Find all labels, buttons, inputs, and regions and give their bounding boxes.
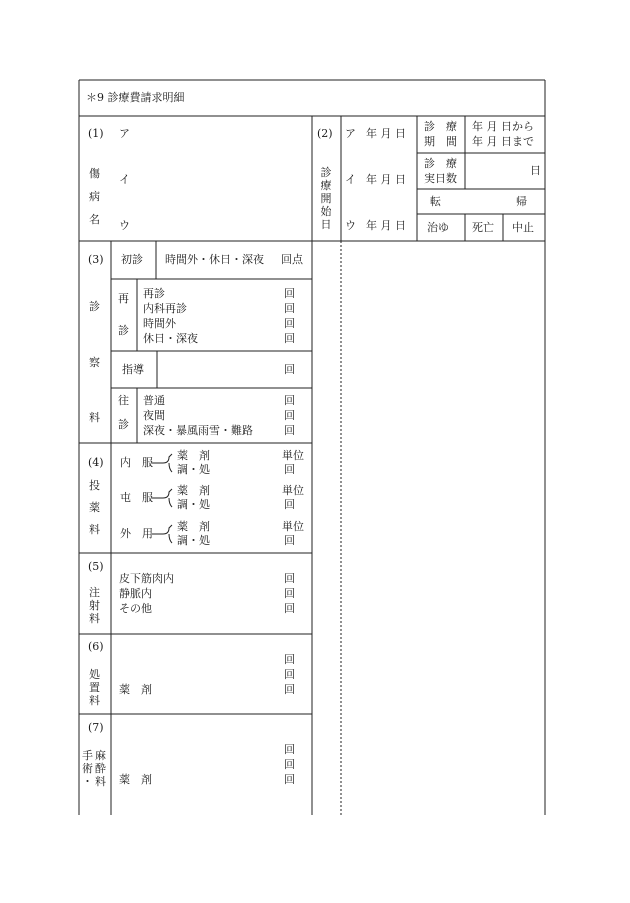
disease-item-u: ウ [119, 219, 130, 232]
disease-item-i: イ [119, 173, 130, 186]
surgery-label-left: ・ [82, 775, 93, 788]
start-date-u: 年 月 日 [366, 219, 406, 232]
surgery-unit: 回 [284, 773, 295, 786]
visit-item: 普通 [143, 394, 165, 407]
days-label: 実日数 [424, 172, 457, 185]
exam-number: (3) [88, 253, 104, 266]
revisit-item: 内科再診 [143, 302, 187, 315]
med-group-label: 外 用 [120, 527, 153, 540]
visit-char: 診 [118, 418, 129, 431]
disease-label-char: 病 [89, 190, 100, 203]
brace-icon [152, 489, 172, 507]
revisit-unit: 回 [284, 287, 295, 300]
medication-label-char: 料 [89, 523, 100, 536]
outcome-death: 死亡 [472, 221, 494, 234]
disease-label-char: 傷 [89, 167, 100, 180]
first-visit-label: 初診 [121, 253, 143, 266]
injection-unit: 回 [284, 602, 295, 615]
surgery-label-right: 酔 [95, 762, 106, 775]
surgery-drug: 薬 剤 [119, 773, 152, 786]
first-visit-unit: 回点 [281, 253, 303, 266]
revisit-unit: 回 [284, 302, 295, 315]
medication-label-char: 投 [89, 479, 100, 492]
med-group-a: 薬 剤 [177, 484, 210, 497]
visit-item: 夜間 [143, 409, 165, 422]
disease-item-a: ア [119, 127, 130, 140]
injection-number: (5) [88, 560, 104, 573]
med-group-label: 屯 服 [120, 491, 153, 504]
guidance-label: 指導 [122, 363, 144, 376]
injection-label-char: 料 [89, 612, 100, 625]
med-unit-a: 単位 [282, 520, 304, 533]
injection-item: その他 [119, 602, 152, 615]
surgery-unit: 回 [284, 743, 295, 756]
visit-item: 深夜・暴風雨雪・難路 [143, 424, 253, 437]
med-group-b: 調・処 [177, 463, 210, 476]
period-label: 診 療 [424, 120, 457, 133]
period-to: 年 月 日まで [472, 135, 534, 148]
revisit-item: 休日・深夜 [143, 332, 198, 345]
revisit-unit: 回 [284, 332, 295, 345]
visit-unit: 回 [284, 394, 295, 407]
med-group-b: 調・処 [177, 534, 210, 547]
treatment-unit: 回 [284, 653, 295, 666]
injection-label-char: 射 [89, 599, 100, 612]
injection-unit: 回 [284, 572, 295, 585]
med-unit-a: 単位 [282, 484, 304, 497]
visit-unit: 回 [284, 424, 295, 437]
start-date-i: 年 月 日 [366, 173, 406, 186]
med-unit-b: 回 [284, 498, 295, 511]
injection-item: 静脈内 [119, 587, 152, 600]
treatment-label-char: 料 [89, 694, 100, 707]
treatment-unit: 回 [284, 668, 295, 681]
start-mark-a: ア [345, 127, 356, 140]
surgery-number: (7) [88, 721, 104, 734]
surgery-label-right: 麻 [95, 749, 106, 762]
treatment-label-char: 置 [89, 681, 100, 694]
brace-icon [152, 525, 172, 543]
exam-label-char: 料 [89, 411, 100, 424]
outcome-stopped: 中止 [512, 221, 534, 234]
injection-unit: 回 [284, 587, 295, 600]
days-label: 診 療 [424, 157, 457, 170]
treatment-number: (6) [88, 640, 104, 653]
days-unit: 日 [530, 164, 541, 177]
start-label: 診療開始日 [320, 166, 332, 231]
start-date-a: 年 月 日 [366, 127, 406, 140]
outcome-label-right: 帰 [516, 195, 527, 208]
med-unit-b: 回 [284, 534, 295, 547]
disease-number: (1) [88, 127, 104, 140]
injection-item: 皮下筋肉内 [119, 572, 174, 585]
med-group-a: 薬 剤 [177, 520, 210, 533]
medication-number: (4) [88, 456, 104, 469]
revisit-item: 時間外 [143, 317, 176, 330]
exam-label-char: 診 [89, 300, 100, 313]
revisit-unit: 回 [284, 317, 295, 330]
surgery-unit: 回 [284, 758, 295, 771]
form-title: ＊9 診療費請求明細 [86, 91, 185, 104]
med-group-a: 薬 剤 [177, 449, 210, 462]
surgery-label-right: 料 [95, 775, 106, 788]
disease-label-char: 名 [89, 213, 100, 226]
visit-unit: 回 [284, 409, 295, 422]
start-mark-i: イ [345, 173, 356, 186]
period-label: 期 間 [424, 135, 457, 148]
treatment-label-char: 処 [89, 668, 100, 681]
med-group-label: 内 服 [120, 456, 153, 469]
revisit-item: 再診 [143, 287, 165, 300]
revisit-char: 再 [118, 292, 129, 305]
outcome-cured: 治ゆ [427, 221, 449, 234]
visit-char: 往 [118, 394, 129, 407]
injection-label-char: 注 [89, 586, 100, 599]
revisit-char: 診 [118, 324, 129, 337]
start-number: (2) [317, 127, 333, 140]
exam-label-char: 察 [89, 356, 100, 369]
guidance-unit: 回 [284, 363, 295, 376]
treatment-unit: 回 [284, 683, 295, 696]
start-mark-u: ウ [345, 219, 356, 232]
treatment-drug: 薬 剤 [119, 683, 152, 696]
surgery-label-left: 術 [82, 762, 93, 775]
surgery-label-left: 手 [82, 749, 93, 762]
period-from: 年 月 日から [472, 120, 534, 133]
outcome-label-left: 転 [430, 195, 441, 208]
med-group-b: 調・処 [177, 498, 210, 511]
brace-icon [152, 454, 172, 472]
med-unit-a: 単位 [282, 449, 304, 462]
medication-label-char: 薬 [89, 501, 100, 514]
first-visit-detail: 時間外・休日・深夜 [165, 253, 264, 266]
med-unit-b: 回 [284, 463, 295, 476]
